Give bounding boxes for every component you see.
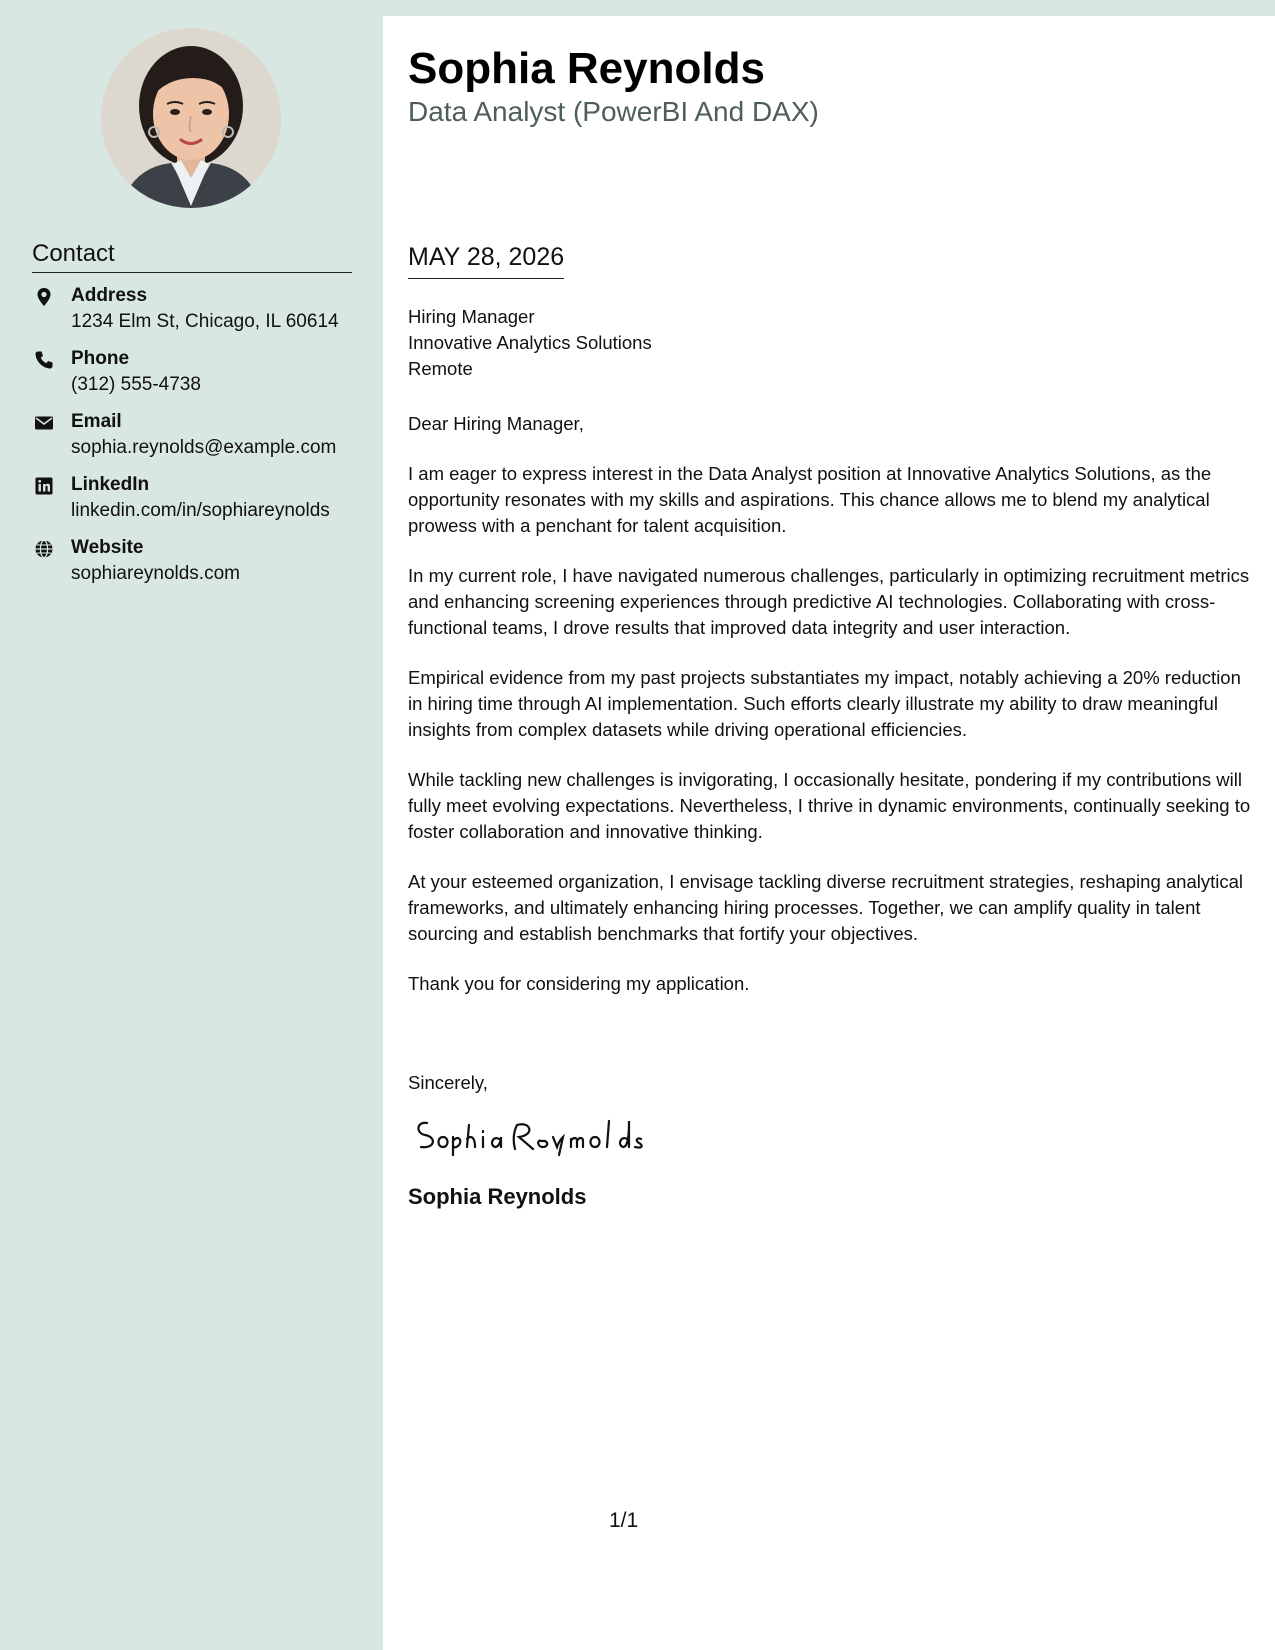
- linkedin-value[interactable]: linkedin.com/in/sophiareynolds: [71, 500, 330, 521]
- linkedin-icon: [34, 476, 54, 496]
- website-value[interactable]: sophiareynolds.com: [71, 563, 240, 584]
- contact-label: Phone: [71, 348, 130, 369]
- contact-item-phone: [32, 348, 362, 411]
- contact-label: Address: [71, 285, 148, 306]
- map-pin-icon: [34, 287, 54, 307]
- avatar: [101, 28, 281, 208]
- address-value: 1234 Elm St, Chicago, IL 60614: [71, 311, 339, 332]
- contact-item-address: [32, 285, 362, 348]
- signature: [413, 1111, 653, 1166]
- recipient-location: Remote: [408, 358, 473, 379]
- paragraph: At your esteemed organization, I envisage tackling diverse recruitment strategies, reshaping analytical frameworks, and ultimately enhancing hiring processes. Together, we can amplify quality in talent sourcing and establish benchmarks that fortify your objectives.: [408, 871, 1243, 944]
- phone-value: (312) 555-4738: [71, 374, 201, 395]
- letter-content: [408, 411, 1253, 1021]
- email-value[interactable]: sophia.reynolds@example.com: [71, 437, 337, 458]
- contact-item-email: [32, 411, 362, 474]
- recipient-company: Innovative Analytics Solutions: [408, 332, 652, 353]
- contact-heading: Contact: [32, 240, 352, 273]
- phone-icon: [34, 350, 54, 370]
- paragraph: Thank you for considering my application.: [408, 973, 750, 994]
- applicant-role: Data Analyst (PowerBI And DAX): [408, 96, 819, 127]
- contact-item-website: [32, 537, 362, 600]
- paragraph: While tackling new challenges is invigorating, I occasionally hesitate, pondering if my contributions will fully meet evolving expectations. Nevertheless, I thrive in dynamic environments, continually seeking to foster collaboration and innovative thinking.: [408, 769, 1251, 842]
- applicant-name: Sophia Reynolds: [408, 44, 765, 93]
- envelope-icon: [34, 413, 54, 433]
- letter-body: [383, 16, 1275, 1650]
- signed-name: Sophia Reynolds: [408, 1184, 587, 1209]
- recipient-title: Hiring Manager: [408, 306, 535, 327]
- contact-label: LinkedIn: [71, 474, 150, 495]
- greeting: Dear Hiring Manager,: [408, 413, 584, 434]
- paragraph: Empirical evidence from my past projects substantiates my impact, notably achieving a 20% reduction in hiring time through AI implementation. Such efforts clearly illustrate my ability to draw meaningful insights from complex datasets while driving operational efficiencies.: [408, 667, 1241, 740]
- contact-label: Email: [71, 411, 122, 432]
- contact-label: Website: [71, 537, 144, 558]
- contact-list: [32, 285, 362, 600]
- globe-icon: [34, 539, 54, 559]
- paragraph: In my current role, I have navigated numerous challenges, particularly in optimizing recruitment metrics and enhancing screening experiences through predictive AI technologies. Collaborating with cross-functional teams, I drove results that improved data integrity and user interaction.: [408, 565, 1250, 638]
- paragraph: I am eager to express interest in the Data Analyst position at Innovative Analytics Solutions, as the opportunity resonates with my skills and aspirations. This chance allows me to blend my analytical prowess with a penchant for talent acquisition.: [408, 463, 1212, 536]
- sidebar: [0, 0, 383, 1650]
- page-number: 1/1: [609, 1509, 639, 1532]
- letter-date: MAY 28, 2026: [408, 243, 564, 279]
- contact-item-linkedin: [32, 474, 362, 537]
- closing: Sincerely,: [408, 1072, 488, 1093]
- recipient-block: [408, 304, 652, 382]
